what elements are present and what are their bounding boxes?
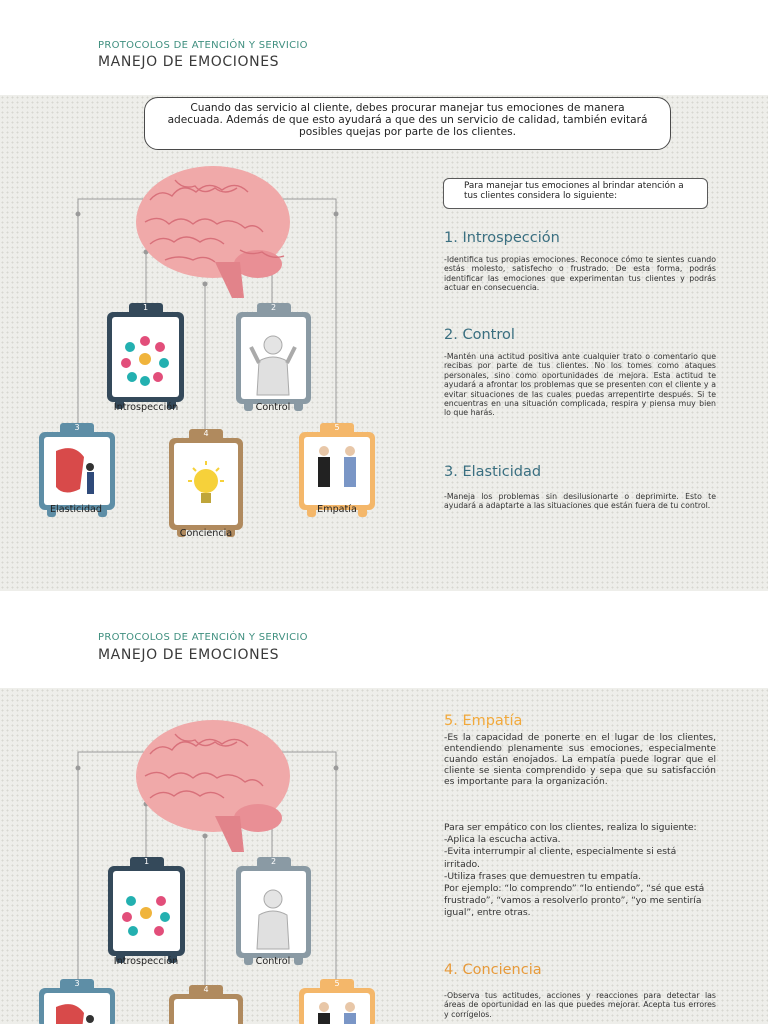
frame-empatia: 5 xyxy=(299,432,375,510)
section-title-elasticidad: 3. Elasticidad xyxy=(444,464,542,480)
frame-label-empatia: Empatía xyxy=(317,504,357,515)
frame-introspeccion: 1 xyxy=(107,312,184,402)
brain-illustration-2 xyxy=(136,720,290,852)
handshake-people-icon-2 xyxy=(304,993,370,1024)
section-body-conciencia: -Observa tus actitudes, acciones y reacciones para detectar las áreas de oportunidad en las que puedes mejorar. Acepta tus errores y corrígelos. xyxy=(444,991,716,1019)
frame2-elasticidad: 3 xyxy=(39,988,115,1024)
frame-elasticidad: 3 xyxy=(39,432,115,510)
page1-title: MANEJO DE EMOCIONES xyxy=(98,54,280,70)
intro-box: Cuando das servicio al cliente, debes procurar manejar tus emociones de manera adecuada. Además de que esto ayudará a que des un servicio de calidad, también evitará posibles quejas por parte de los clientes. xyxy=(144,97,671,150)
page1-kicker: PROTOCOLOS DE ATENCIÓN Y SERVICIO xyxy=(98,40,308,51)
frame-label-introspeccion: Introspección xyxy=(113,402,179,413)
section-body-empatia: -Es la capacidad de ponerte en el lugar de los clientes, entendiendo plenamente sus emociones, especialmente cuando están enojados. La empatía puede lograr que el cliente se sienta comprendido y sepa que su satisfacción es importante para la organización. xyxy=(444,732,716,787)
frame2-conciencia: 4 xyxy=(169,994,243,1024)
frame-label-control: Control xyxy=(255,402,291,413)
frame2-label-introspeccion: Introspección xyxy=(113,956,179,967)
frame-control: 2 xyxy=(236,312,311,404)
people-network-icon-2 xyxy=(113,871,180,951)
section-title-introspeccion: 1. Introspección xyxy=(444,230,560,246)
rubber-stretch-icon-2 xyxy=(44,993,110,1024)
frame-label-elasticidad: Elasticidad xyxy=(49,504,103,515)
note-box: Para manejar tus emociones al brindar atención a tus clientes considera lo siguiente: xyxy=(443,178,708,209)
section-title-empatia: 5. Empatía xyxy=(444,713,523,729)
page2-kicker: PROTOCOLOS DE ATENCIÓN Y SERVICIO xyxy=(98,632,308,643)
section-body-control: -Mantén una actitud positiva ante cualquier trato o comentario que recibas por parte de tus clientes. No los tomes como ataques personales, sino como oportunidades de mejora. Esta actitud te ayudará a afrontar los problemas que se presenten con el cliente y a evitar situaciones de las cuales puedas arrepentirte después. Si te encuentras en una situación complicada, respira y piensa muy bien lo que harás. xyxy=(444,352,716,418)
frame2-empatia: 5 xyxy=(299,988,375,1024)
stressed-person-icon-2 xyxy=(241,871,306,953)
frame-conciencia: 4 xyxy=(169,438,243,530)
section-body-introspeccion: -Identifica tus propias emociones. Reconoce cómo te sientes cuando estás molesto, satisfecho o frustrado. De esta forma, podrás identificar las emociones que experimentan tus clientes y podrás actuar en consecuencia. xyxy=(444,255,716,293)
section-title-control: 2. Control xyxy=(444,327,515,343)
frame2-control: 2 xyxy=(236,866,311,958)
frame2-introspeccion: 1 xyxy=(108,866,185,956)
section-body-elasticidad: -Maneja los problemas sin desilusionarte o deprimirte. Esto te ayudará a adaptarte a las situaciones que están fuera de tu control. xyxy=(444,492,716,511)
frame2-label-control: Control xyxy=(255,956,291,967)
page2-title: MANEJO DE EMOCIONES xyxy=(98,647,280,663)
empatia-tips: Para ser empático con los clientes, realiza lo siguiente: -Aplica la escucha activa. -Evita interrumpir al cliente, especialmente si está irritado. -Utiliza frases que demuestren tu empatía. Por ejemplo: “lo comprendo” “lo entiendo”, “sé que está frustrado”, “vamos a resolverlo pronto”, “yo me sentiría igual”, entre otras. xyxy=(444,822,705,919)
section-title-conciencia: 4. Conciencia xyxy=(444,962,542,978)
frame-label-conciencia: Conciencia xyxy=(179,528,233,539)
